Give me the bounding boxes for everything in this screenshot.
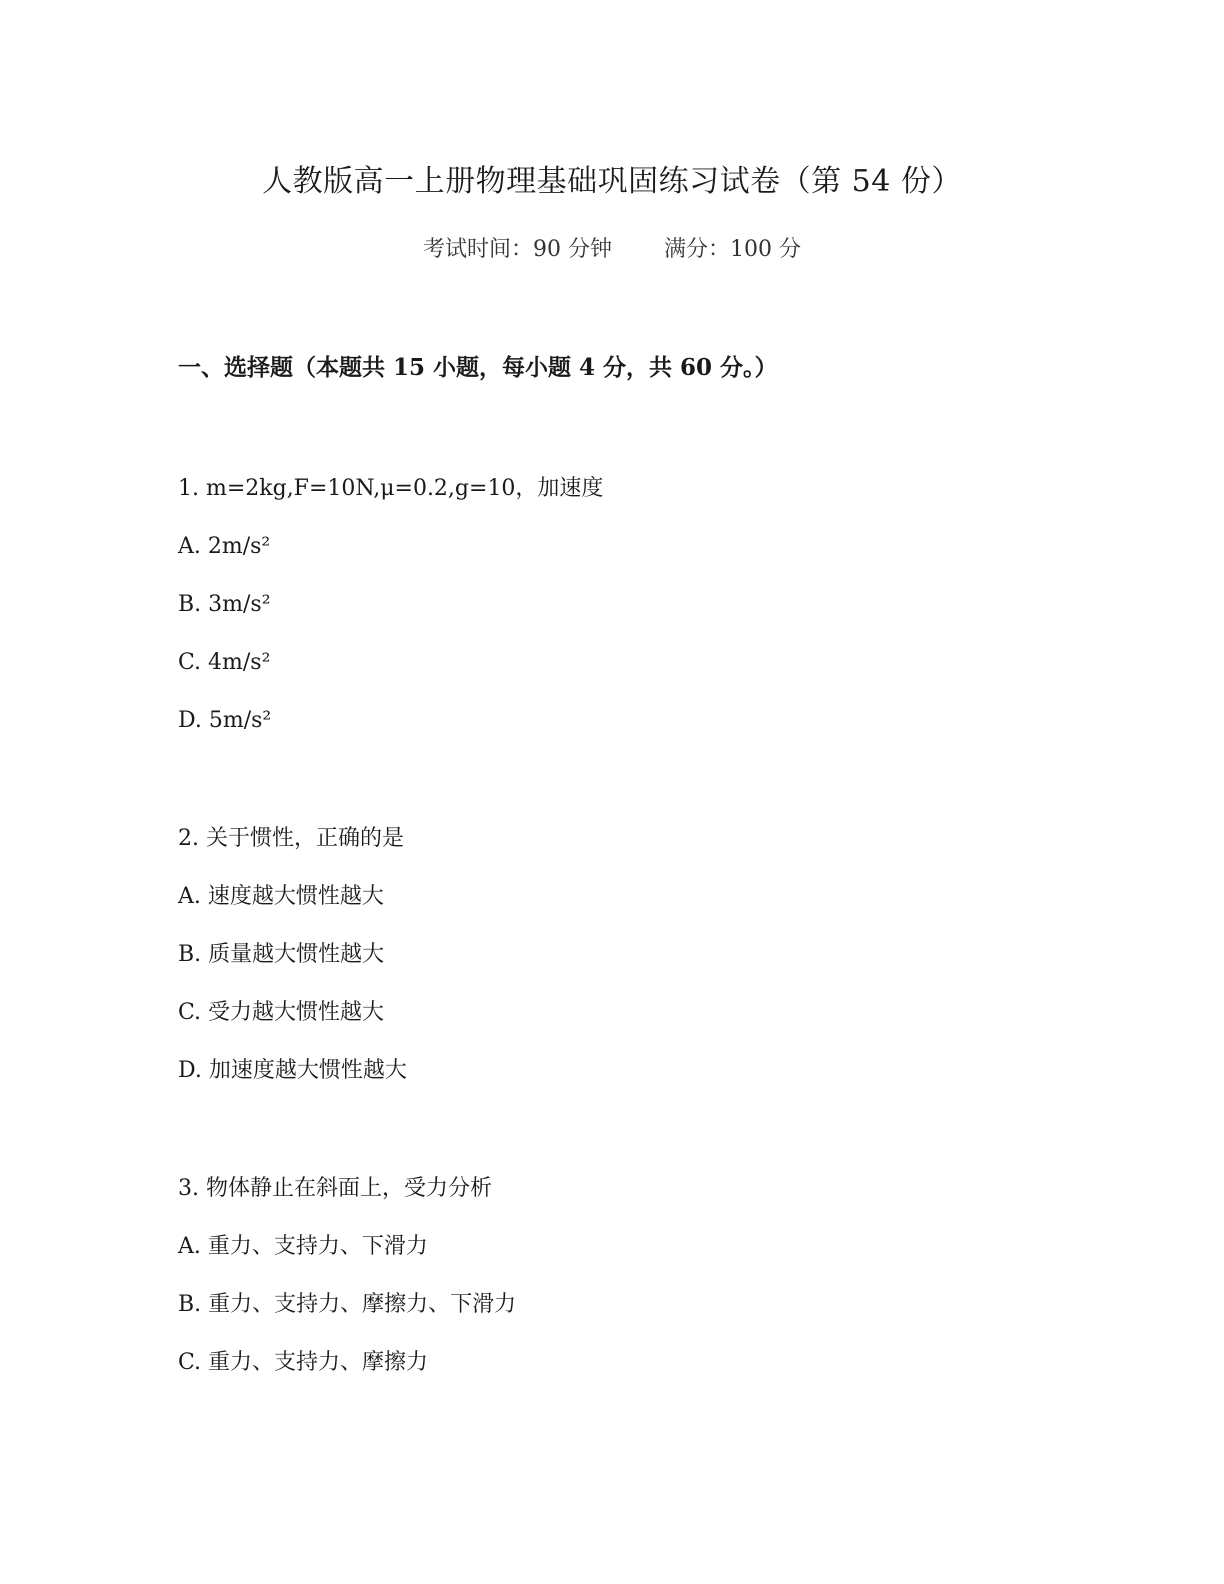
question-1-option-b: B. 3m/s²	[178, 592, 271, 617]
question-3-stem: 3. 物体静止在斜面上，受力分析	[178, 1176, 492, 1201]
exam-time: 考试时间：90 分钟	[423, 237, 612, 262]
question-2-option-d: D. 加速度越大惯性越大	[178, 1058, 407, 1083]
question-3-option-c: C. 重力、支持力、摩擦力	[178, 1350, 429, 1375]
question-2-option-c: C. 受力越大惯性越大	[178, 1000, 385, 1025]
question-3-option-b: B. 重力、支持力、摩擦力、下滑力	[178, 1292, 517, 1317]
section-heading: 一、选择题（本题共 15 小题，每小题 4 分，共 60 分。）	[178, 354, 778, 381]
question-2-stem: 2. 关于惯性，正确的是	[178, 826, 404, 851]
question-1-stem: 1. m=2kg,F=10N,μ=0.2,g=10，加速度	[178, 476, 604, 501]
question-1-option-d: D. 5m/s²	[178, 708, 272, 733]
question-2-option-b: B. 质量越大惯性越大	[178, 942, 385, 967]
exam-score: 满分：100 分	[664, 237, 801, 262]
question-1-option-a: A. 2m/s²	[178, 534, 271, 559]
page-title: 人教版高一上册物理基础巩固练习试卷（第 54 份）	[262, 164, 962, 199]
question-2-option-a: A. 速度越大惯性越大	[178, 884, 384, 909]
question-3-option-a: A. 重力、支持力、下滑力	[178, 1234, 428, 1259]
question-1-option-c: C. 4m/s²	[178, 650, 271, 675]
exam-meta	[0, 233, 1224, 267]
